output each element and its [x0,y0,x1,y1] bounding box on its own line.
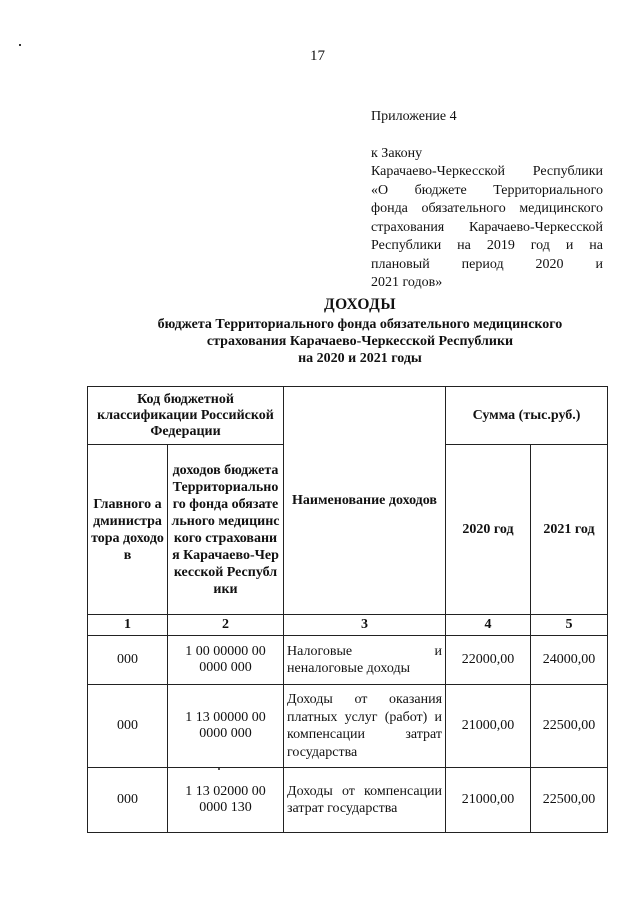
header-admin: Главного администратора доходов [88,445,168,615]
cell-code: 1 00 00000 00 0000 000 [168,636,284,685]
law-description [371,163,603,293]
column-number: 3 [284,615,446,636]
cell-name: Доходы от оказания платных услуг (работ) и компенсации затрат государства [284,685,446,768]
cell-2020: 22000,00 [446,636,531,685]
cell-2020: 21000,00 [446,685,531,768]
table-row [88,636,608,685]
law-line: «О бюджете Территориального [371,182,603,198]
heading-main: ДОХОДЫ [323,296,397,313]
appendix-block [371,108,603,293]
appendix-to-law: к Закону [371,145,423,161]
cell-name: Налоговые и неналоговые доходы [284,636,446,685]
document-heading [120,296,600,367]
header-sum-group: Сумма (тыс.руб.) [446,387,608,445]
header-name: Наименование доходов [284,387,446,615]
law-line: страхования Карачаево-Черкесской [371,219,603,235]
column-number: 2 [168,615,284,636]
heading-sub: на 2020 и 2021 годы [298,351,422,366]
law-line: Карачаево-Черкесской Республики [371,164,603,179]
revenue-table [87,386,608,833]
cell-admin: 000 [88,685,168,768]
law-line: фонда обязательного медицинского [371,201,603,216]
scan-speck [19,44,21,46]
header-code-group: Код бюджетной классификации Российской Федерации [88,387,284,445]
header-year-2021: 2021 год [531,445,608,615]
cell-code: 1 13 02000 00 0000 130 [168,768,284,833]
law-line: Республики на 2019 год и на [371,238,603,253]
cell-name: Доходы от компенсации затрат государства [284,768,446,833]
header-income-code: доходов бюджета Территориального фонда обязательного медицинского страхования Карачаево-Черкесской Республики [168,445,284,615]
cell-2021: 22500,00 [531,685,608,768]
heading-sub: страхования Карачаево-Черкесской Республики [206,334,514,349]
column-number: 5 [531,615,608,636]
cell-2021: 24000,00 [531,636,608,685]
cell-admin: 000 [88,768,168,833]
cell-2021: 22500,00 [531,768,608,833]
table-row [88,768,608,833]
table-row [88,685,608,768]
page-number: 17 [310,48,325,64]
column-number: 1 [88,615,168,636]
cell-code: 1 13 00000 00 0000 000 [168,685,284,768]
header-year-2020: 2020 год [446,445,531,615]
appendix-title: Приложение 4 [371,109,457,124]
law-line: плановый период 2020 и [371,256,603,272]
heading-sub: бюджета Территориального фонда обязательного медицинского [157,317,563,332]
cell-admin: 000 [88,636,168,685]
cell-2020: 21000,00 [446,768,531,833]
column-number: 4 [446,615,531,636]
law-line: 2021 годов» [371,275,443,290]
